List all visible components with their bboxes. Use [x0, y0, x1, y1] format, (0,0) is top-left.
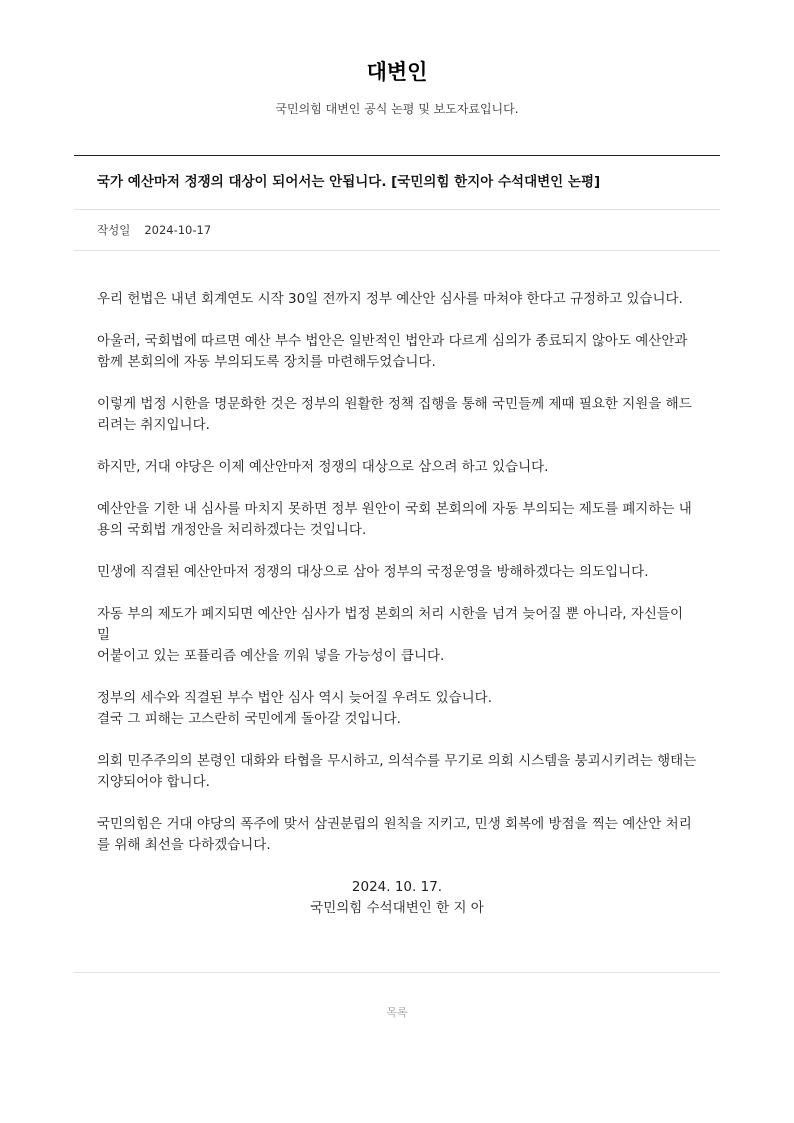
paragraph: 자동 부의 제도가 폐지되면 예산안 심사가 법정 본회의 처리 시한을 넘겨 늦어질 뿐 아니라, 자신들이 밀 어붙이고 있는 포퓰리즘 예산을 끼워 넣을 가능성이 큽니다.: [97, 606, 684, 664]
paragraph: 아울러, 국회법에 따르면 예산 부수 법안은 일반적인 법안과 다르게 심의가 종료되지 않아도 예산안과 함께 본회의에 자동 부의되도록 장치를 마련해두었습니다.: [97, 333, 688, 370]
page-header: [0, 0, 794, 118]
site-title: 대변인: [366, 60, 428, 84]
date-value: 2024-10-17: [144, 223, 212, 237]
footer-divider: [74, 972, 720, 973]
date-label: 작성일: [97, 223, 131, 237]
paragraph: 국민의힘은 거대 야당의 폭주에 맞서 삼권분립의 원칙을 지키고, 민생 회복에 방점을 찍는 예산안 처리 를 위해 최선을 다하겠습니다.: [97, 816, 692, 853]
list-button[interactable]: 목록: [386, 1006, 408, 1019]
paragraph: 예산안을 기한 내 심사를 마치지 못하면 정부 원안이 국회 본회의에 자동 부의되는 제도를 폐지하는 내 용의 국회법 개정안을 처리하겠다는 것입니다.: [97, 501, 692, 538]
paragraph: 민생에 직결된 예산안마저 정쟁의 대상으로 삼아 정부의 국정운영을 방해하겠다는 의도입니다.: [97, 564, 649, 580]
article-body: [74, 251, 720, 919]
paragraph: 이렇게 법정 시한을 명문화한 것은 정부의 원활한 정책 집행을 통해 국민들께 제때 필요한 지원을 해드 리려는 취지입니다.: [97, 396, 692, 433]
article-meta: [74, 210, 720, 251]
site-description: 국민의힘 대변인 공식 논평 및 보도자료입니다.: [275, 102, 519, 116]
article-title: 국가 예산마저 정쟁의 대상이 되어서는 안됩니다. [국민의힘 한지아 수석대변인 논평]: [74, 155, 720, 210]
paragraph: 의회 민주주의의 본령인 대화와 타협을 무시하고, 의석수를 무기로 의회 시스템을 붕괴시키려는 행태는 지양되어야 합니다.: [97, 753, 697, 790]
article: [74, 155, 720, 919]
paragraph: 정부의 세수와 직결된 부수 법안 심사 역시 늦어질 우려도 있습니다. 결국 그 피해는 고스란히 국민에게 돌아갈 것입니다.: [97, 690, 493, 727]
paragraph: 하지만, 거대 야당은 이제 예산안마저 정쟁의 대상으로 삼으려 하고 있습니다.: [97, 459, 549, 475]
signature-name: 국민의힘 수석대변인 한 지 아: [310, 900, 484, 916]
signature-date: 2024. 10. 17.: [351, 879, 443, 895]
signature-block: [97, 877, 697, 919]
paragraph: 우리 헌법은 내년 회계연도 시작 30일 전까지 정부 예산안 심사를 마쳐야 한다고 규정하고 있습니다.: [97, 291, 683, 307]
